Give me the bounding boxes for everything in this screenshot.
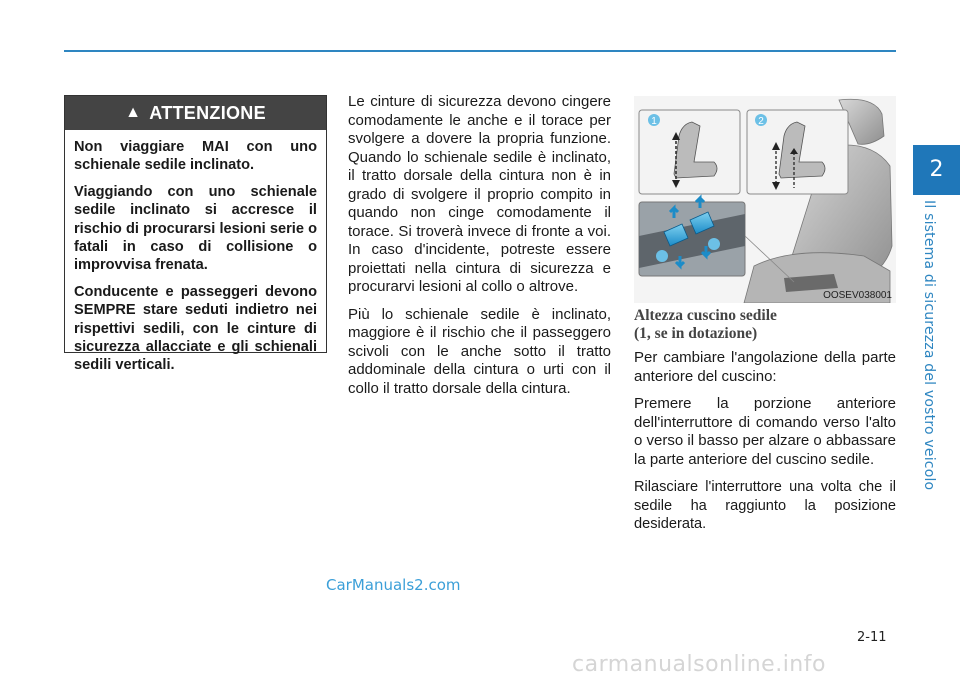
warning-paragraph: Conducente e passeggeri devono SEMPRE stare seduti indietro nei rispettivi sedili, con le cinture di sicurezza allacciate e gli schienali sedili verticali. bbox=[74, 283, 317, 374]
middle-column bbox=[348, 93, 611, 407]
seat-figure bbox=[634, 96, 896, 303]
subsection-title-line1: Altezza cuscino sedile bbox=[634, 307, 777, 324]
body-paragraph: Per cambiare l'angolazione della parte anteriore del cuscino: bbox=[634, 349, 896, 385]
top-rule bbox=[64, 50, 896, 52]
callout-1-label: 1 bbox=[651, 116, 657, 127]
warning-header bbox=[65, 96, 326, 130]
body-paragraph: Le cinture di sicurezza devono cingere comodamente le anche e il torace per svolgere a dovere la propria funzione. Quando lo schienale sedile è inclinato, il tratto dorsale della cintura non è in grado di svolgere il proprio compito in quando non cinge comodamente il torace. Si troverà invece di fronte a voi. In caso d'incidente, potreste essere proiettati nella cintura di sicurezza e procurarvi lesioni al collo o altrove. bbox=[348, 93, 611, 295]
body-paragraph: Rilasciare l'interruttore una volta che il sedile ha raggiunto la posizione desiderata. bbox=[634, 479, 896, 532]
right-column bbox=[634, 307, 896, 543]
subsection-title-line2: (1, se in dotazione) bbox=[634, 325, 758, 342]
page-number: 2-11 bbox=[857, 630, 887, 645]
body-paragraph: Più lo schienale sedile è inclinato, maggiore è il rischio che il passeggero scivoli con le anche sotto il tratto addominale della cintura o urti con il collo il tratto dorsale della cintura. bbox=[348, 305, 611, 397]
seat-illustration bbox=[634, 96, 896, 303]
body-paragraph: Premere la porzione anteriore dell'interruttore di comando verso l'alto o verso il basso per alzare o abbassare la parte anteriore del cuscino sedile. bbox=[634, 395, 896, 468]
watermark-link[interactable]: CarManuals2.com bbox=[326, 576, 461, 594]
warning-paragraph: Viaggiando con uno schienale sedile inclinato si accresce il rischio di procurarsi lesioni serie o fatali in caso di collisione o improvvisa frenata. bbox=[74, 183, 317, 274]
warning-box bbox=[64, 95, 327, 374]
warning-body bbox=[65, 130, 326, 375]
warning-paragraph: Non viaggiare MAI con uno schienale sedile inclinato. bbox=[74, 139, 317, 174]
warning-triangle-icon: ▲ bbox=[125, 104, 142, 121]
footer-watermark: carmanualsonline.info bbox=[572, 652, 826, 677]
warning-heading: ATTENZIONE bbox=[149, 102, 266, 123]
subsection-title bbox=[634, 307, 896, 343]
figure-code: OOSEV038001 bbox=[823, 290, 892, 301]
callout-2-label: 2 bbox=[758, 116, 764, 127]
section-title-vertical: Il sistema di sicurezza del vostro veicolo bbox=[921, 200, 937, 491]
section-tab: 2 bbox=[913, 145, 960, 195]
